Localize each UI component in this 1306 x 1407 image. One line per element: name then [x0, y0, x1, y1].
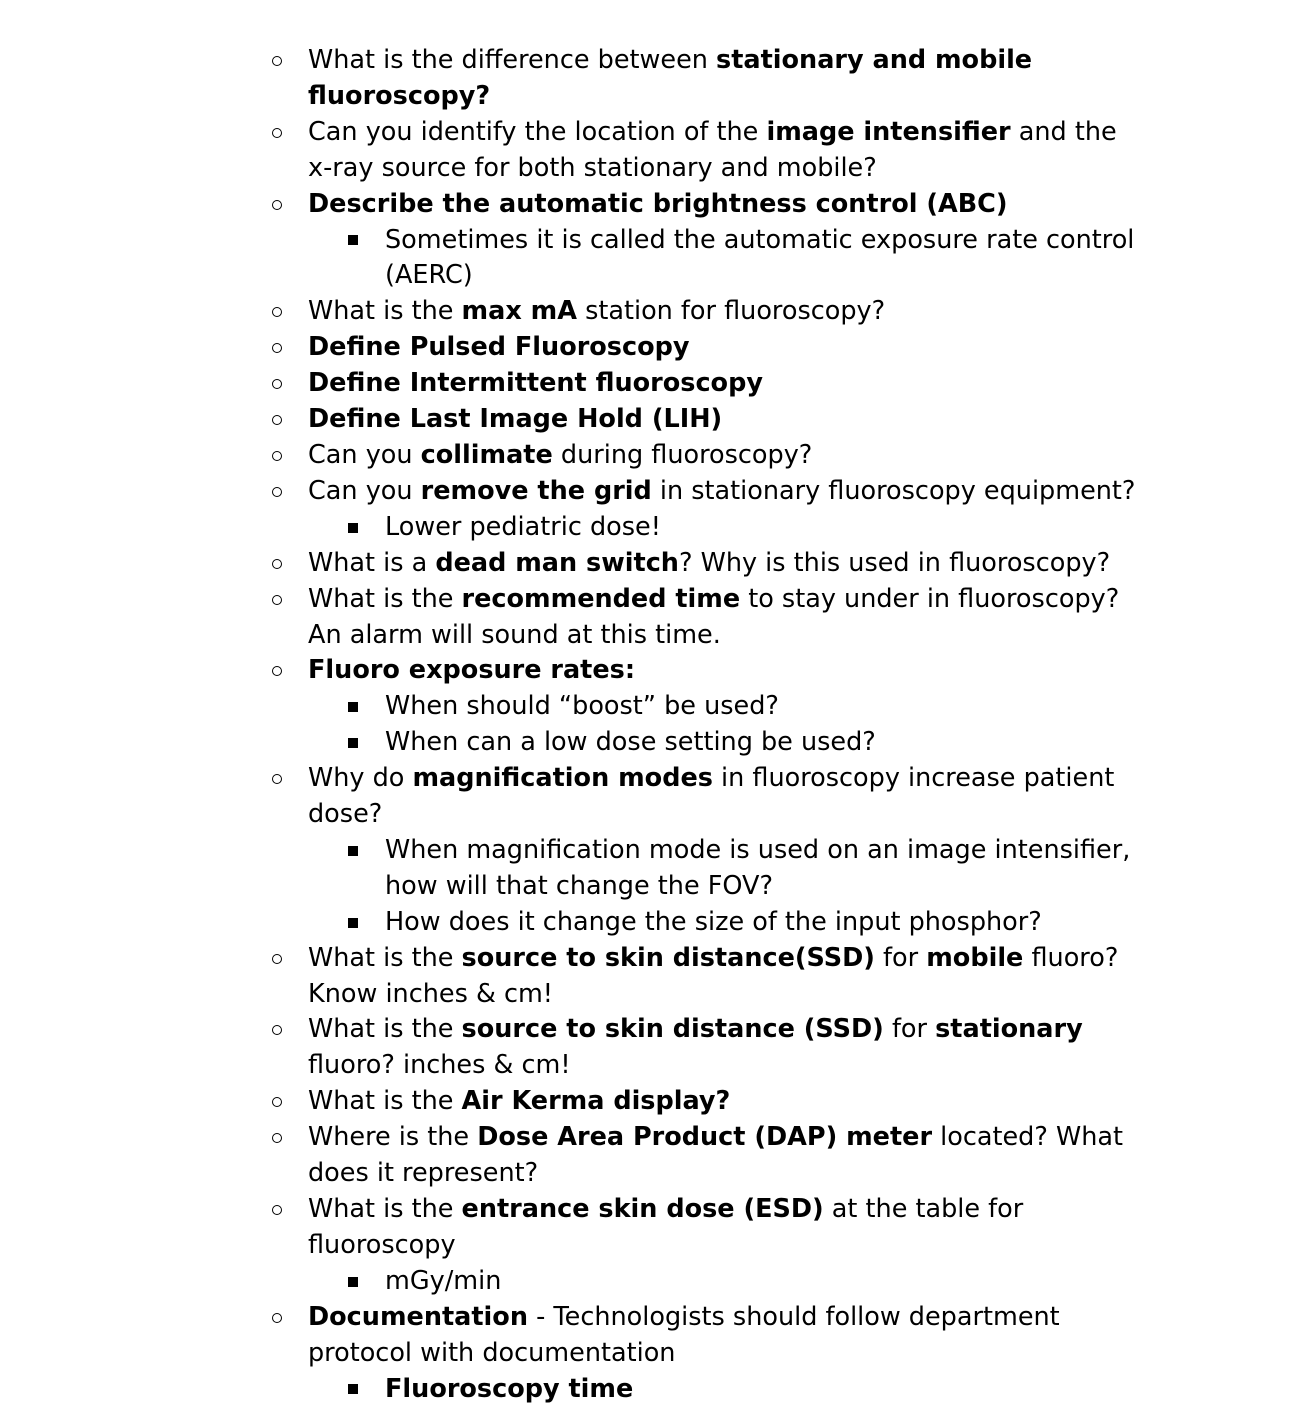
sub-list-item: [0, 1372, 1155, 1407]
list-item: [0, 1120, 1148, 1192]
text-run: When magnification mode is used on an image intensifier, how will that change the FOV?: [385, 834, 1131, 901]
list-item-text: [308, 404, 722, 434]
circle-bullet-icon: [268, 1120, 286, 1156]
list-item-text: [308, 1122, 1123, 1188]
bold-text: image intensifier: [766, 116, 1011, 147]
sub-list-item-text: [385, 512, 661, 542]
bold-text: max mA: [461, 296, 577, 327]
bold-text: stationary: [935, 1014, 1083, 1045]
sub-list-item-text: [385, 727, 876, 757]
sub-list-item: [0, 223, 1155, 295]
square-bullet-icon: [343, 223, 363, 259]
list-item-text: [308, 440, 812, 470]
circle-bullet-icon: [268, 546, 286, 582]
sub-list-item: [0, 510, 1155, 546]
list-item-text: [308, 296, 885, 326]
square-bullet-icon: [343, 725, 363, 761]
text-run: What is the: [308, 1086, 462, 1117]
text-run: What is the: [308, 296, 462, 327]
list-item-text: [308, 1194, 1023, 1260]
bold-text: mobile: [926, 942, 1024, 973]
text-run: in fluoroscopy increase patient dose?: [308, 763, 1115, 830]
list-item: [0, 438, 1148, 474]
text-run: Why do: [308, 763, 413, 794]
bold-text: dead man switch: [435, 547, 679, 578]
list-item: [0, 761, 1148, 833]
bold-text: Describe the automatic brightness control (ABC): [308, 188, 1008, 219]
text-run: in stationary fluoroscopy equipment?: [651, 475, 1136, 506]
list-item-text: [308, 1014, 1083, 1080]
square-bullet-icon: [343, 1264, 363, 1300]
bold-text: recommended time: [461, 583, 741, 614]
list-item: [0, 115, 1148, 187]
text-run: and the x-ray source for both stationary and mobile?: [308, 116, 1117, 183]
text-run: What is the: [308, 942, 462, 973]
bold-text: Define Pulsed Fluoroscopy: [308, 332, 690, 363]
text-run: How does it change the size of the input phosphor?: [385, 906, 1042, 937]
sub-list-item: [0, 725, 1155, 761]
circle-bullet-icon: [268, 941, 286, 977]
list-item-text: [308, 655, 635, 685]
list-item: [0, 294, 1148, 330]
text-run: Sometimes it is called the automatic exposure rate control (AERC): [385, 224, 1135, 291]
list-item: [0, 546, 1148, 582]
bold-text: Documentation: [308, 1301, 528, 1332]
sub-list-item: [0, 833, 1155, 905]
list-item: [0, 1300, 1148, 1372]
square-bullet-icon: [343, 510, 363, 546]
text-run: for: [883, 1014, 936, 1045]
circle-bullet-icon: [268, 1300, 286, 1336]
sub-list-item-text: [385, 691, 779, 721]
bold-text: Dose Area Product (DAP) meter: [477, 1122, 933, 1153]
list-item: [0, 653, 1148, 689]
bold-text: Air Kerma display?: [461, 1086, 731, 1117]
text-run: Where is the: [308, 1122, 478, 1153]
list-item-text: [308, 1086, 730, 1116]
text-run: Lower pediatric dose!: [385, 511, 661, 542]
circle-bullet-icon: [268, 294, 286, 330]
bold-text: Fluoro exposure rates:: [308, 655, 636, 686]
text-run: during fluoroscopy?: [552, 439, 813, 470]
list-item-text: [308, 476, 1135, 506]
text-run: located? What does it represent?: [308, 1122, 1123, 1189]
bold-text: Define Last Image Hold (LIH): [308, 404, 723, 435]
list-item: [0, 1084, 1148, 1120]
text-run: fluoro? Know inches & cm!: [308, 942, 1119, 1009]
circle-bullet-icon: [268, 761, 286, 797]
question-list: [0, 43, 1306, 1407]
circle-bullet-icon: [268, 438, 286, 474]
text-run: What is the difference between: [308, 45, 717, 75]
sub-list-item-text: [385, 835, 1130, 901]
list-item-text: [308, 332, 690, 362]
list-item: [0, 941, 1148, 1013]
text-run: What is the: [308, 1194, 462, 1224]
list-item: [0, 1012, 1148, 1084]
text-run: station for fluoroscopy?: [576, 296, 886, 327]
text-run: to stay under in fluoroscopy? An alarm will sound at this time.: [308, 583, 1120, 650]
circle-bullet-icon: [268, 366, 286, 402]
list-item-text: [308, 117, 1117, 183]
text-run: at the table for fluoroscopy: [308, 1194, 1024, 1260]
bold-text: magnification modes: [412, 763, 713, 794]
circle-bullet-icon: [268, 1012, 286, 1048]
sub-list-item-text: [385, 907, 1042, 937]
circle-bullet-icon: [268, 474, 286, 510]
text-run: Can you identify the location of the: [308, 116, 767, 147]
text-run: Can you: [308, 439, 421, 470]
text-run: for: [874, 942, 927, 973]
square-bullet-icon: [343, 905, 363, 941]
circle-bullet-icon: [268, 187, 286, 223]
list-item: [0, 474, 1148, 510]
bold-text: source to skin distance(SSD): [461, 942, 875, 973]
text-run: mGy/min: [385, 1265, 502, 1296]
list-item-text: [308, 763, 1114, 829]
bold-text: Define Intermittent fluoroscopy: [308, 368, 763, 399]
text-run: What is the: [308, 583, 462, 614]
sub-list-item: [0, 1264, 1155, 1300]
sub-list-item-text: [385, 1374, 633, 1404]
bold-text: entrance skin dose (ESD): [461, 1194, 824, 1224]
list-item: [0, 187, 1148, 223]
text-run: What is the: [308, 1014, 462, 1045]
list-item: [0, 366, 1148, 402]
sub-list-item-text: [385, 225, 1134, 291]
sub-list-item-text: [385, 1266, 501, 1296]
square-bullet-icon: [343, 833, 363, 869]
list-item: [0, 330, 1148, 366]
circle-bullet-icon: [268, 115, 286, 151]
list-item-text: [308, 368, 763, 398]
text-run: - Technologists should follow department protocol with documentation: [308, 1301, 1060, 1368]
bold-text: source to skin distance (SSD): [461, 1014, 884, 1045]
list-item-text: [308, 584, 1119, 650]
circle-bullet-icon: [268, 330, 286, 366]
circle-bullet-icon: [268, 402, 286, 438]
sub-list-item: [0, 689, 1155, 725]
list-item-text: [308, 548, 1110, 578]
square-bullet-icon: [343, 689, 363, 725]
square-bullet-icon: [343, 1372, 363, 1407]
circle-bullet-icon: [268, 43, 286, 79]
circle-bullet-icon: [268, 582, 286, 618]
text-run: Can you: [308, 475, 421, 506]
text-run: fluoro? inches & cm!: [308, 1050, 571, 1081]
bold-text: stationary and mobile fluoroscopy?: [308, 45, 1033, 111]
sub-list-item: [0, 905, 1155, 941]
circle-bullet-icon: [268, 1084, 286, 1120]
bold-text: collimate: [420, 439, 553, 470]
circle-bullet-icon: [268, 653, 286, 689]
circle-bullet-icon: [268, 1192, 286, 1228]
bold-text: Fluoroscopy time: [385, 1373, 634, 1404]
list-item-text: [308, 943, 1118, 1009]
list-item-text: [308, 1302, 1060, 1368]
list-item-text: [308, 189, 1008, 219]
list-item: [0, 582, 1148, 654]
text-run: What is a: [308, 547, 436, 578]
list-item-text: [308, 45, 1032, 111]
text-run: When can a low dose setting be used?: [385, 727, 876, 758]
text-run: When should “boost” be used?: [385, 691, 779, 722]
list-item: [0, 402, 1148, 438]
list-item: [0, 1192, 1148, 1264]
text-run: ? Why is this used in fluoroscopy?: [678, 547, 1111, 578]
bold-text: remove the grid: [420, 475, 652, 506]
list-item: [0, 43, 1148, 115]
